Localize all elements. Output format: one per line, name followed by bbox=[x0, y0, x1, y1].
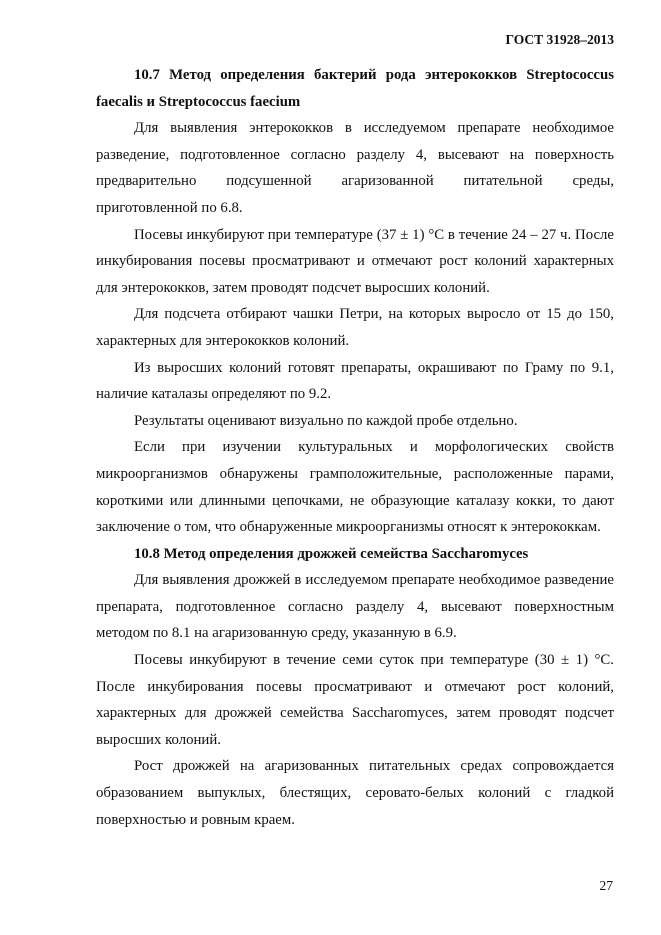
paragraph: Из выросших колоний готовят препараты, окрашивают по Граму по 9.1, наличие каталазы определяют по 9.2. bbox=[96, 359, 614, 403]
paragraph: Для подсчета отбирают чашки Петри, на которых выросло от 15 до 150, характерных для энтерококков колоний. bbox=[96, 306, 614, 349]
paragraph: Если при изучении культуральных и морфологических свойств микроорганизмов обнаружены грамположительные, расположенные парами, короткими или длинными цепочками, не образующие каталазу кокки, то дают заключение о том, что обнаруженные микроорганизмы относят к энтерококкам. bbox=[96, 439, 614, 536]
paragraph: Для выявления энтерококков в исследуемом препарате необходимое разведение, подготовленное согласно разделу 4, высевают на поверхность предварительно подсушенной агаризованной питательной среды, приготовленной по 6.8. bbox=[96, 120, 614, 216]
document-code: ГОСТ 31928–2013 bbox=[505, 32, 614, 47]
paragraph: Для выявления дрожжей в исследуемом препарате необходимое разведение препарата, подготовленное согласно разделу 4, высевают поверхностным методом по 8.1 на агаризованную среду, указанную в 6.9. bbox=[96, 572, 614, 642]
section-heading-10-8: 10.8 Метод определения дрожжей семейства Saccharomyces bbox=[134, 545, 529, 562]
paragraph: Посевы инкубируют в течение семи суток при температуре (30 ± 1) °С. После инкубирования посевы просматривают и отмечают рост колоний, характерных для дрожжей семейства Saccharomyces, затем проводят подсчет выросших колоний. bbox=[96, 652, 614, 748]
section-heading-10-7: 10.7 Метод определения бактерий рода энтерококков Streptococcus faecalis и Streptococcus faecium bbox=[96, 67, 614, 110]
document-body bbox=[96, 62, 614, 833]
paragraph: Результаты оценивают визуально по каждой пробе отдельно. bbox=[134, 412, 518, 429]
page-number: 27 bbox=[599, 878, 613, 893]
paragraph: Посевы инкубируют при температуре (37 ± 1) °С в течение 24 – 27 ч. После инкубирования посевы просматривают и отмечают рост колоний характерных для энтерококков, затем проводят подсчет выросших колоний. bbox=[96, 226, 614, 296]
paragraph: Рост дрожжей на агаризованных питательных средах сопровождается образованием выпуклых, блестящих, серовато-белых колоний с гладкой поверхностью и ровным краем. bbox=[96, 758, 614, 828]
